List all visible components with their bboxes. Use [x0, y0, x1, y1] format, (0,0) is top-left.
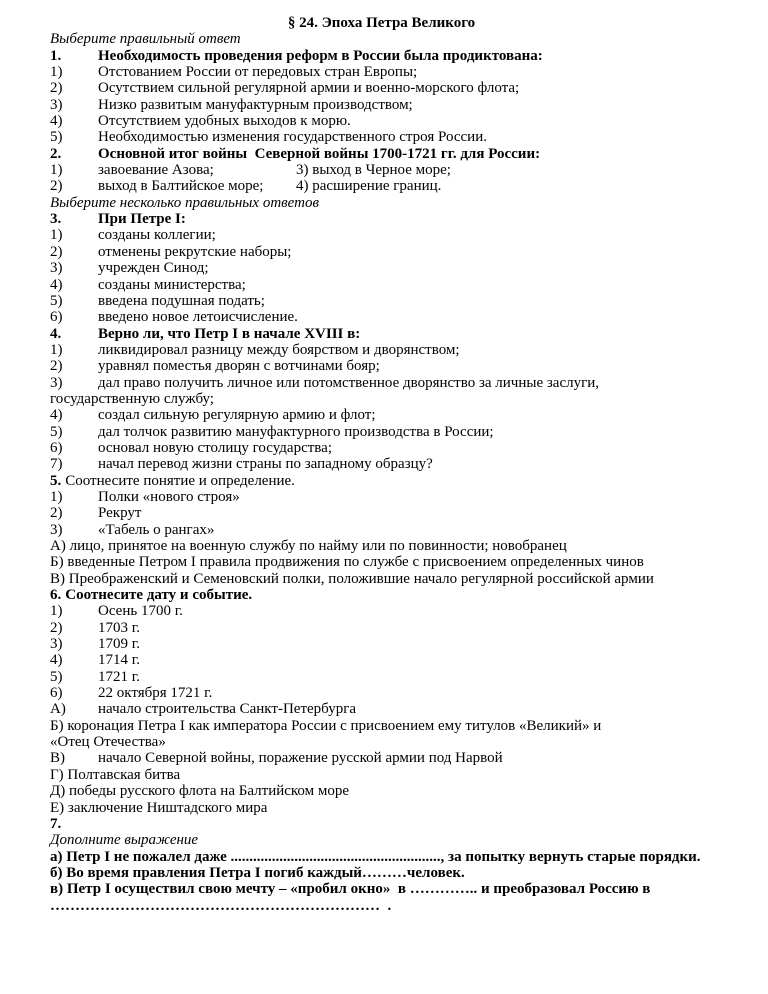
- doc-line-item: [50, 97, 713, 113]
- list-marker: 3): [50, 636, 63, 653]
- doc-line-continuation: [50, 391, 713, 407]
- doc-line-item: [50, 669, 713, 685]
- list-marker: 4): [50, 276, 63, 293]
- line-text: Отсутствием удобных выходов к морю.: [98, 113, 351, 130]
- line-text: 22 октября 1721 г.: [98, 685, 213, 702]
- list-marker: 2): [50, 358, 63, 375]
- line-text: завоевание Азова;: [98, 162, 214, 179]
- list-marker: 1): [50, 227, 63, 244]
- list-marker: 2): [50, 80, 63, 97]
- doc-line-qbold: [50, 587, 713, 603]
- line-text: Рекрут: [98, 505, 142, 522]
- line-text: отменены рекрутские наборы;: [98, 243, 292, 260]
- line-text: начало строительства Санкт-Петербурга: [98, 701, 357, 718]
- list-marker: 3): [50, 521, 63, 538]
- doc-line-q: [50, 211, 713, 227]
- line-text: а) Петр I не пожалел даже ........................................................, за попытку вернуть старые порядки.: [50, 848, 701, 865]
- line-text: в) Петр I осуществил свою мечту – «пробил окно» в ………….. и преобразовал Россию в: [50, 881, 651, 898]
- list-marker: 2): [50, 243, 63, 260]
- line-text: 1703 г.: [98, 619, 140, 636]
- line-text: Отстованием России от передовых стран Европы;: [98, 64, 418, 81]
- doc-line-item: [50, 636, 713, 652]
- doc-line-item: [50, 358, 713, 374]
- line-text: Необходимостью изменения государственного строя России.: [98, 129, 487, 146]
- list-marker: 6): [50, 685, 63, 702]
- doc-line-cols: [50, 162, 713, 178]
- line-text: начало Северной войны, поражение русской армии под Нарвой: [98, 750, 503, 767]
- line-text: дал право получить личное или потомственное дворянство за личные заслуги,: [98, 374, 600, 391]
- doc-line-item: [50, 522, 713, 538]
- doc-line-instr: [50, 832, 713, 848]
- line-text: дал толчок развитию мануфактурного производства в России;: [98, 423, 494, 440]
- question-text: Основной итог войны Северной войны 1700-1721 гг. для России:: [98, 145, 541, 162]
- list-marker: 1): [50, 341, 63, 358]
- doc-line-flow: [50, 538, 713, 554]
- list-marker: 4): [50, 113, 63, 130]
- line-text: создал сильную регулярную армию и флот;: [98, 407, 376, 424]
- line-text: введена подушная подать;: [98, 292, 265, 309]
- list-marker: 6): [50, 439, 63, 456]
- doc-line-flow: [50, 718, 713, 734]
- doc-line-q: [50, 48, 713, 64]
- line-text: Д) победы русского флота на Балтийском море: [50, 783, 350, 800]
- list-marker: 3): [50, 260, 63, 277]
- doc-line-q: [50, 146, 713, 162]
- doc-line-item: [50, 652, 713, 668]
- line-text: Осень 1700 г.: [98, 603, 183, 620]
- list-marker: 5): [50, 129, 63, 146]
- list-marker: 1): [50, 488, 63, 505]
- doc-line-item: [50, 440, 713, 456]
- line-text-col2: 4) расширение границ.: [296, 178, 442, 195]
- list-marker: 1): [50, 603, 63, 620]
- doc-line-item: [50, 64, 713, 80]
- line-text: Низко развитым мануфактурным производством;: [98, 96, 413, 113]
- doc-line-item: [50, 750, 713, 766]
- line-text: В) Преображенский и Семеновский полки, положившие начало регулярной российской армии: [50, 570, 654, 587]
- doc-line-item: [50, 244, 713, 260]
- doc-line-flow: [50, 783, 713, 799]
- question-number: 7.: [50, 815, 62, 832]
- line-text: выход в Балтийское море;: [98, 178, 264, 195]
- line-text: созданы коллегии;: [98, 227, 216, 244]
- question-number: 3.: [50, 211, 62, 228]
- list-marker: 5): [50, 292, 63, 309]
- doc-line-continuation: [50, 898, 713, 914]
- list-marker: 5): [50, 668, 63, 685]
- doc-line-instr: [50, 195, 713, 211]
- doc-line-item: [50, 129, 713, 145]
- doc-line-item: [50, 407, 713, 423]
- doc-line-item: [50, 424, 713, 440]
- list-marker: 2): [50, 505, 63, 522]
- line-text: 1714 г.: [98, 652, 140, 669]
- doc-line-item: [50, 342, 713, 358]
- question-number: 2.: [50, 145, 62, 162]
- doc-line-item: [50, 113, 713, 129]
- doc-line-item: [50, 505, 713, 521]
- doc-line-bflow: [50, 865, 713, 881]
- line-text: А) лицо, принятое на военную службу по найму или по повинности; новобранец: [50, 538, 567, 554]
- question-text: Соотнесите понятие и определение.: [65, 472, 295, 489]
- doc-line-cols: [50, 178, 713, 194]
- list-marker: 2): [50, 619, 63, 636]
- line-text: основал новую столицу государства;: [98, 439, 333, 456]
- question-text: Соотнесите дату и событие.: [65, 587, 253, 604]
- doc-line-bflow: [50, 881, 713, 897]
- doc-line-flow: [50, 554, 713, 570]
- list-marker: 3): [50, 374, 63, 391]
- list-marker: 1): [50, 162, 63, 179]
- instruction-text: Выберите несколько правильных ответов: [50, 194, 319, 211]
- line-text: созданы министерства;: [98, 276, 246, 293]
- doc-line-continuation: [50, 734, 713, 750]
- list-marker: А): [50, 701, 66, 718]
- list-marker: 6): [50, 309, 63, 326]
- line-text: 1709 г.: [98, 636, 140, 653]
- list-marker: 4): [50, 407, 63, 424]
- doc-line-item: [50, 620, 713, 636]
- question-text: При Петре I:: [98, 211, 186, 228]
- line-text: Б) коронация Петра I как императора России с присвоением ему титулов «Великий» и: [50, 717, 602, 734]
- question-text: Необходимость проведения реформ в России была продиктована:: [98, 47, 543, 64]
- doc-line-flow: [50, 767, 713, 783]
- list-marker: 7): [50, 456, 63, 473]
- line-text: «Табель о рангах»: [98, 521, 215, 538]
- line-text-col2: 3) выход в Черное море;: [296, 162, 451, 179]
- doc-line-item: [50, 685, 713, 701]
- instruction-text: Выберите правильный ответ: [50, 31, 241, 48]
- doc-line-item: [50, 309, 713, 325]
- doc-line-q: [50, 326, 713, 342]
- list-marker: 3): [50, 96, 63, 113]
- doc-line-bflow: [50, 849, 713, 865]
- question-number: 5.: [50, 472, 62, 489]
- line-text: Осутствием сильной регулярной армии и военно-морского флота;: [98, 80, 520, 97]
- doc-line-item: [50, 293, 713, 309]
- line-text: Полки «нового строя»: [98, 488, 240, 505]
- list-marker: 5): [50, 423, 63, 440]
- doc-line-item: [50, 603, 713, 619]
- doc-line-instr: [50, 31, 713, 47]
- doc-line-qmix: [50, 473, 713, 489]
- list-marker: 2): [50, 178, 63, 195]
- doc-line-item: [50, 277, 713, 293]
- line-text: Е) заключение Ништадского мира: [50, 799, 268, 816]
- doc-line-item: [50, 227, 713, 243]
- doc-line-item: [50, 489, 713, 505]
- line-text: 1721 г.: [98, 668, 140, 685]
- line-text: ………………………………………………………… .: [50, 897, 392, 914]
- doc-line-title: [50, 15, 713, 31]
- line-text: Г) Полтавская битва: [50, 766, 181, 783]
- list-marker: 4): [50, 652, 63, 669]
- doc-line-item: [50, 456, 713, 472]
- line-text: государственную службу;: [50, 390, 214, 407]
- line-text: ликвидировал разницу между боярством и дворянством;: [98, 341, 460, 358]
- question-number: 6.: [50, 587, 62, 604]
- doc-line-flow: [50, 800, 713, 816]
- line-text: начал перевод жизни страны по западному образцу?: [98, 456, 433, 473]
- doc-line-flow: [50, 571, 713, 587]
- question-number: 4.: [50, 325, 62, 342]
- list-marker: В): [50, 750, 65, 767]
- instruction-text: Дополните выражение: [50, 832, 199, 849]
- line-text: б) Во время правления Петра I погиб каждый………человек.: [50, 864, 465, 881]
- question-text: Верно ли, что Петр I в начале XVIII в:: [98, 325, 361, 342]
- doc-line-item: [50, 375, 713, 391]
- line-text: уравнял поместья дворян с вотчинами бояр;: [98, 358, 380, 375]
- list-marker: 1): [50, 64, 63, 81]
- doc-line-item: [50, 701, 713, 717]
- doc-line-item: [50, 80, 713, 96]
- line-text: «Отец Отечества»: [50, 734, 166, 751]
- question-number: 1.: [50, 47, 62, 64]
- line-text: учрежден Синод;: [98, 260, 209, 277]
- page-title: § 24. Эпоха Петра Великого: [287, 15, 476, 31]
- doc-line-item: [50, 260, 713, 276]
- line-text: введено новое летоисчисление.: [98, 309, 298, 326]
- doc-line-qbold: [50, 816, 713, 832]
- line-text: Б) введенные Петром I правила продвижения по службе с присвоением определенных чинов: [50, 554, 644, 571]
